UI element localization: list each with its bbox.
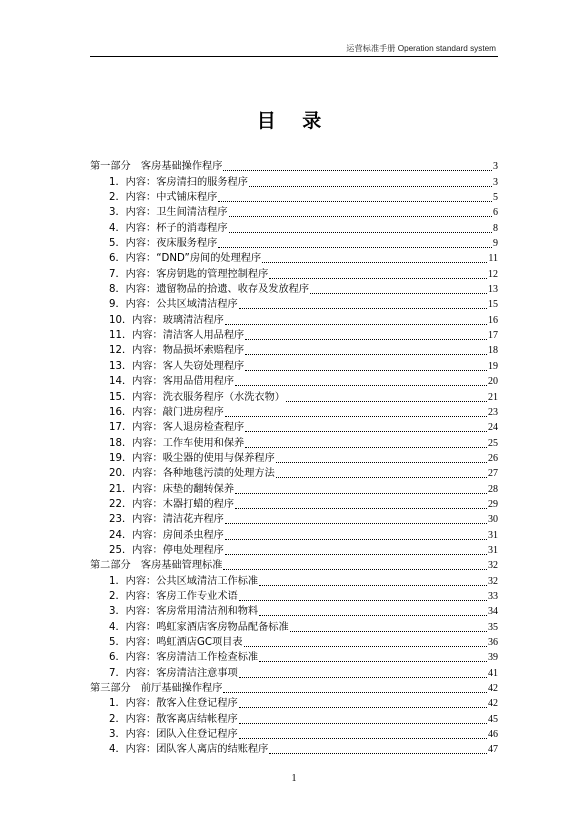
- toc: [90, 158, 498, 756]
- toc-entry[interactable]: [90, 327, 498, 342]
- toc-dot-leader: [235, 492, 487, 494]
- toc-entry-title: 14．内容：客用品借用程序: [109, 376, 235, 388]
- toc-entry[interactable]: [90, 695, 498, 710]
- toc-entry[interactable]: [90, 404, 498, 419]
- toc-page-number: 26: [488, 452, 498, 464]
- toc-page-number: 3: [493, 161, 498, 173]
- toc-entry-title: 5．内容：夜床服务程序: [109, 238, 218, 250]
- toc-dot-leader: [259, 614, 487, 616]
- toc-entry-title: 1．内容：公共区域清洁工作标准: [109, 575, 259, 587]
- toc-entry[interactable]: [90, 373, 498, 388]
- toc-dot-leader: [286, 400, 487, 402]
- toc-dot-leader: [235, 384, 487, 386]
- toc-entry[interactable]: [90, 281, 498, 296]
- toc-entry-title: 23．内容：清洁花卉程序: [109, 514, 224, 526]
- toc-entry[interactable]: [90, 265, 498, 280]
- toc-entry[interactable]: [90, 634, 498, 649]
- toc-page-number: 18: [488, 345, 498, 357]
- toc-entry-title: 6．内容：客房清洁工作检查标准: [109, 652, 259, 664]
- toc-entry[interactable]: [90, 296, 498, 311]
- toc-dot-leader: [245, 446, 487, 448]
- toc-entry[interactable]: [90, 572, 498, 587]
- toc-entry[interactable]: [90, 526, 498, 541]
- toc-dot-leader: [225, 522, 487, 524]
- toc-entry-title: 6．内容：“DND”房间的处理程序: [109, 253, 262, 265]
- toc-dot-leader: [235, 507, 487, 509]
- toc-entry[interactable]: [90, 235, 498, 250]
- toc-entry-title: 12．内容：物品损坏索赔程序: [109, 345, 245, 357]
- toc-entry-title: 15．内容：洗衣服务程序（水洗衣物）: [109, 391, 285, 403]
- toc-entry-title: 8．内容：遗留物品的拾遗、收存及发放程序: [109, 284, 310, 296]
- toc-entry-title: 13．内容：客人失窃处理程序: [109, 360, 245, 372]
- toc-entry[interactable]: [90, 480, 498, 495]
- toc-entry-title: 24．内容：房间杀虫程序: [109, 529, 224, 541]
- toc-entry[interactable]: [90, 511, 498, 526]
- toc-entry[interactable]: [90, 204, 498, 219]
- toc-page-number: 23: [488, 406, 498, 418]
- toc-dot-leader: [239, 706, 487, 708]
- toc-dot-leader: [239, 599, 487, 601]
- toc-entry[interactable]: [90, 342, 498, 357]
- toc-page-number: 19: [488, 360, 498, 372]
- toc-entry[interactable]: [90, 419, 498, 434]
- toc-entry-title: 2．内容：客房工作专业术语: [109, 590, 238, 602]
- toc-entry-title: 21．内容：床垫的翻转保养: [109, 483, 235, 495]
- toc-dot-leader: [259, 584, 487, 586]
- toc-page-number: 42: [488, 683, 498, 695]
- toc-entry[interactable]: [90, 710, 498, 725]
- toc-entry[interactable]: [90, 173, 498, 188]
- toc-page-number: 28: [488, 483, 498, 495]
- toc-dot-leader: [218, 246, 492, 248]
- toc-entry-title: 9．内容：公共区域清洁程序: [109, 299, 238, 311]
- toc-page-number: 35: [488, 621, 498, 633]
- toc-entry[interactable]: [90, 741, 498, 756]
- toc-entry-title: 2．内容：中式铺床程序: [109, 192, 218, 204]
- toc-entry-title: 1．内容：客房清扫的服务程序: [109, 176, 248, 188]
- toc-entry-title: 5．内容：鸣虹酒店GC项目表: [109, 637, 243, 648]
- toc-entry[interactable]: [90, 450, 498, 465]
- toc-entry[interactable]: [90, 618, 498, 633]
- toc-page-number: 46: [488, 729, 498, 741]
- toc-entry-title: 4．内容：团队客人离店的结账程序: [109, 744, 269, 756]
- toc-page-number: 5: [493, 192, 498, 204]
- toc-entry[interactable]: [90, 434, 498, 449]
- toc-dot-leader: [239, 737, 487, 739]
- toc-entry-title: 3．内容：客房常用清洁剂和物料: [109, 606, 259, 618]
- toc-dot-leader: [269, 277, 487, 279]
- toc-dot-leader: [225, 553, 487, 555]
- toc-dot-leader: [223, 169, 492, 171]
- toc-dot-leader: [244, 645, 487, 647]
- toc-entry[interactable]: [90, 219, 498, 234]
- toc-entry-title: 19．内容：吸尘器的使用与保养程序: [109, 452, 275, 464]
- toc-dot-leader: [239, 307, 487, 309]
- toc-entry-title: 11．内容：清洁客人用品程序: [109, 330, 245, 342]
- toc-page-number: 3: [493, 176, 498, 188]
- toc-entry[interactable]: [90, 603, 498, 618]
- toc-page-number: 42: [488, 698, 498, 710]
- toc-part-heading[interactable]: [90, 557, 498, 572]
- toc-entry-title: 2．内容：散客离店结帐程序: [109, 713, 238, 725]
- toc-page-number: 8: [493, 222, 498, 234]
- toc-page-number: 31: [488, 544, 498, 556]
- toc-page-number: 6: [493, 207, 498, 219]
- toc-entry-title: 第一部分 客房基础操作程序: [90, 161, 223, 173]
- toc-page-number: 41: [488, 667, 498, 679]
- toc-page-number: 39: [488, 652, 498, 664]
- toc-page-number: 31: [488, 529, 498, 541]
- toc-dot-leader: [225, 538, 487, 540]
- toc-part-heading[interactable]: [90, 680, 498, 695]
- toc-entry[interactable]: [90, 726, 498, 741]
- toc-entry-title: 10．内容：玻璃清洁程序: [109, 314, 224, 326]
- toc-page-number: 12: [488, 268, 498, 280]
- toc-page-number: 25: [488, 437, 498, 449]
- toc-dot-leader: [245, 369, 487, 371]
- toc-page-number: 32: [488, 575, 498, 587]
- toc-entry[interactable]: [90, 465, 498, 480]
- toc-dot-leader: [225, 415, 487, 417]
- toc-page-number: 36: [488, 637, 498, 648]
- toc-page-number: 9: [493, 238, 498, 250]
- toc-page-number: 47: [488, 744, 498, 756]
- toc-page-number: 15: [488, 299, 498, 311]
- toc-page-number: 17: [488, 330, 498, 342]
- toc-dot-leader: [229, 231, 492, 233]
- toc-dot-leader: [218, 200, 492, 202]
- toc-entry-title: 25．内容：停电处理程序: [109, 544, 224, 556]
- toc-dot-leader: [223, 568, 487, 570]
- page-header: 运营标准手册 Operation standard system: [346, 44, 496, 53]
- toc-entry-title: 20．内容：各种地毯污渍的处理方法: [109, 468, 275, 480]
- page-number: 1: [291, 773, 297, 784]
- toc-entry-title: 17．内容：客人退房检查程序: [109, 422, 245, 434]
- toc-dot-leader: [245, 430, 487, 432]
- toc-page-number: 24: [488, 422, 498, 434]
- toc-dot-leader: [225, 323, 487, 325]
- toc-entry-title: 1．内容：散客入住登记程序: [109, 698, 238, 710]
- toc-entry-title: 第二部分 客房基础管理标准: [90, 560, 223, 572]
- toc-entry[interactable]: [90, 542, 498, 557]
- toc-dot-leader: [276, 461, 487, 463]
- toc-page-number: 29: [488, 498, 498, 510]
- toc-entry[interactable]: [90, 588, 498, 603]
- toc-dot-leader: [245, 353, 487, 355]
- toc-entry[interactable]: [90, 357, 498, 372]
- toc-page-number: 45: [488, 713, 498, 725]
- toc-dot-leader: [239, 722, 487, 724]
- toc-entry[interactable]: [90, 189, 498, 204]
- toc-dot-leader: [223, 691, 487, 693]
- toc-entry-title: 4．内容：鸣虹家酒店客房物品配备标准: [109, 621, 289, 633]
- toc-entry[interactable]: [90, 250, 498, 265]
- toc-entry-title: 3．内容：团队入住登记程序: [109, 729, 238, 741]
- toc-dot-leader: [259, 660, 487, 662]
- toc-dot-leader: [276, 476, 487, 478]
- toc-entry[interactable]: [90, 649, 498, 664]
- toc-page-number: 33: [488, 590, 498, 602]
- toc-entry[interactable]: [90, 311, 498, 326]
- toc-page-number: 34: [488, 606, 498, 618]
- toc-dot-leader: [249, 185, 492, 187]
- toc-page-number: 27: [488, 468, 498, 480]
- header-rule: [90, 56, 498, 57]
- toc-page-number: 16: [488, 314, 498, 326]
- toc-dot-leader: [245, 338, 487, 340]
- toc-dot-leader: [269, 752, 487, 754]
- toc-entry-title: 第三部分 前厅基础操作程序: [90, 683, 223, 695]
- toc-dot-leader: [310, 292, 487, 294]
- toc-entry-title: 18．内容：工作车使用和保养: [109, 437, 245, 449]
- toc-entry-title: 4．内容：杯子的消毒程序: [109, 222, 228, 234]
- toc-entry-title: 22．内容：木器打蜡的程序: [109, 498, 235, 510]
- toc-page-number: 20: [488, 376, 498, 388]
- toc-entry-title: 7．内容：客房清洁注意事项: [109, 667, 238, 679]
- toc-entry[interactable]: [90, 496, 498, 511]
- toc-dot-leader: [239, 676, 487, 678]
- toc-entry-title: 16．内容：敲门进房程序: [109, 406, 224, 418]
- toc-page-number: 21: [488, 391, 498, 403]
- toc-part-heading[interactable]: [90, 158, 498, 173]
- toc-dot-leader: [229, 215, 492, 217]
- page-title: 目 录: [256, 110, 332, 132]
- toc-page-number: 11: [488, 253, 498, 265]
- toc-dot-leader: [290, 630, 487, 632]
- toc-entry-title: 3．内容：卫生间清洁程序: [109, 207, 228, 219]
- toc-page-number: 30: [488, 514, 498, 526]
- toc-entry-title: 7．内容：客房钥匙的管理控制程序: [109, 268, 269, 280]
- toc-dot-leader: [262, 261, 487, 263]
- toc-entry[interactable]: [90, 388, 498, 403]
- toc-page-number: 13: [488, 284, 498, 296]
- toc-page-number: 32: [488, 560, 498, 572]
- toc-entry[interactable]: [90, 664, 498, 679]
